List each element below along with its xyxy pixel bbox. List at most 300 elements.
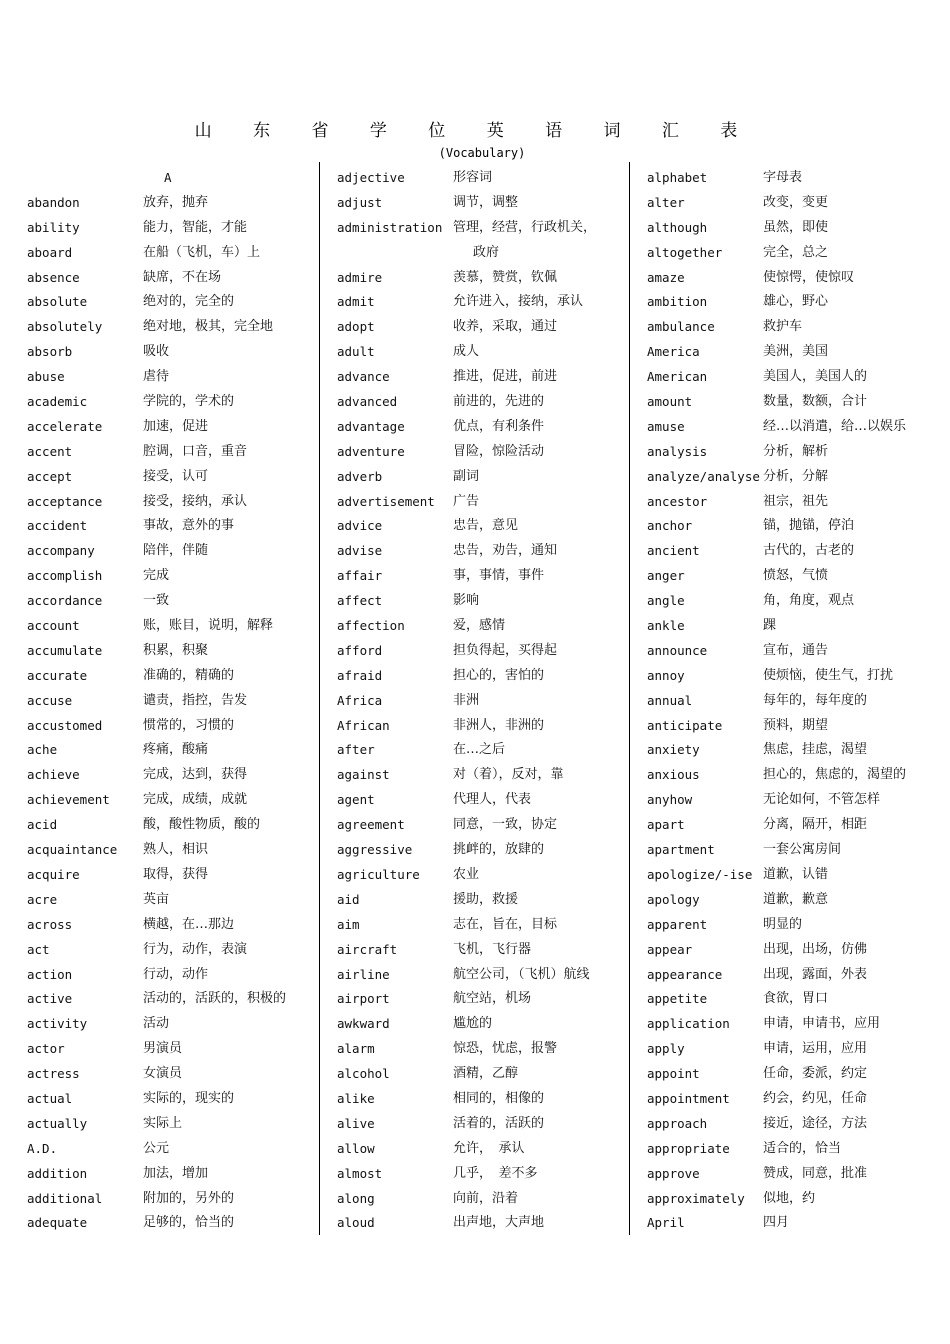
vocab-word: accept [27,468,73,484]
vocab-word: appointment [647,1090,730,1106]
vocab-meaning: 完成，成绩，成就 [143,792,248,808]
vocab-meaning: 分析，分解 [763,468,829,484]
vocab-meaning: 经…以消遣，给…以娱乐 [763,418,907,434]
vocab-word: aloud [337,1215,375,1231]
vocab-meaning: 相同的，相像的 [453,1090,545,1106]
vocab-meaning: 横越，在…那边 [143,916,235,932]
vocab-entry [337,245,637,270]
vocab-entry [647,618,947,643]
vocab-meaning: 分析，解析 [763,443,829,459]
vocab-entry [647,1141,947,1166]
vocab-meaning: 分离，隔开，相距 [763,817,868,833]
vocab-meaning: 取得，获得 [143,866,209,882]
vocab-entry [647,568,947,593]
vocab-meaning: 优点，有利条件 [453,418,545,434]
vocab-word: analyze/analyse [647,468,760,484]
vocab-word: adverb [337,468,383,484]
vocab-entry [27,1116,327,1141]
vocab-word: aircraft [337,941,398,957]
vocab-word: additional [27,1190,103,1206]
vocab-word: apparent [647,916,708,932]
vocab-entry [337,1141,637,1166]
vocab-word: activity [27,1016,88,1032]
vocab-entry [647,469,947,494]
vocab-meaning: 申请，运用，应用 [763,1041,868,1057]
vocab-meaning: 爱，感情 [453,618,506,634]
vocab-meaning: 航空公司，（飞机）航线 [453,966,590,982]
vocab-word: America [647,344,700,360]
vocab-meaning: 前进的，先进的 [453,394,545,410]
vocab-word: after [337,742,375,758]
vocab-entry [27,444,327,469]
section-header [27,170,327,195]
vocab-meaning: 影响 [453,593,480,609]
vocab-entry [337,618,637,643]
vocab-entry [647,319,947,344]
vocab-word: although [647,219,708,235]
vocab-word: achievement [27,792,110,808]
vocab-meaning: 出现，露面，外表 [763,966,868,982]
vocab-entry [337,294,637,319]
vocab-meaning: 对（着），反对，靠 [453,767,564,783]
section-letter: A [164,170,172,185]
vocab-word: administration [337,219,443,235]
vocab-meaning: 活动的，活跃的，积极的 [143,991,287,1007]
vocab-entry [647,494,947,519]
vocab-entry [647,643,947,668]
vocab-word: appoint [647,1066,700,1082]
vocab-meaning: 似地，约 [763,1190,816,1206]
vocab-meaning: 焦虑，挂虑，渴望 [763,742,868,758]
vocab-word: accelerate [27,418,103,434]
vocab-entry [647,817,947,842]
vocab-entry [647,1215,947,1240]
vocab-entry [27,1141,327,1166]
vocab-entry [27,394,327,419]
vocab-meaning: 担心的，焦虑的，渴望的 [763,767,907,783]
vocab-word: apart [647,817,685,833]
vocab-word: A.D. [27,1140,58,1156]
vocab-word: appear [647,941,693,957]
vocab-word: Africa [337,692,383,708]
vocab-word: against [337,767,390,783]
vocab-entry [647,991,947,1016]
vocab-meaning: 挑衅的，放肆的 [453,842,545,858]
vocab-meaning: 熟人，相识 [143,842,209,858]
vocab-entry [647,1166,947,1191]
vocab-word: advance [337,369,390,385]
vocab-meaning: 援助，救援 [453,891,519,907]
vocab-word: anchor [647,518,693,534]
vocab-meaning: 非洲人，非洲的 [453,717,545,733]
page-title: 山 东 省 学 位 英 语 词 汇 表 [194,121,756,141]
vocab-word: adventure [337,443,405,459]
vocab-entry [27,319,327,344]
vocab-word: approximately [647,1190,745,1206]
vocab-entry [337,991,637,1016]
vocab-entry [647,1091,947,1116]
vocab-word: appropriate [647,1140,730,1156]
vocab-entry [27,792,327,817]
vocab-meaning: 出现，出场，仿佛 [763,941,868,957]
vocab-word: alarm [337,1041,375,1057]
vocab-meaning: 美洲，美国 [763,344,829,360]
vocab-entry [647,1041,947,1066]
vocab-meaning: 收养，采取，通过 [453,319,558,335]
vocab-meaning: 积累，积聚 [143,642,209,658]
vocab-entry [337,444,637,469]
vocab-word: abuse [27,369,65,385]
vocab-meaning: 接近，途径，方法 [763,1115,868,1131]
vocab-entry [27,568,327,593]
vocab-meaning: 无论如何，不管怎样 [763,792,881,808]
vocab-meaning: 改变，变更 [763,194,829,210]
vocab-word: accent [27,443,73,459]
vocab-entry [27,693,327,718]
vocab-word: advanced [337,394,398,410]
vocab-entry [647,867,947,892]
vocabulary-column-1 [27,170,327,1240]
vocab-word: adopt [337,319,375,335]
vocab-meaning: 明显的 [763,916,803,932]
vocab-entry [647,917,947,942]
vocab-meaning: 在…之后 [453,742,506,758]
vocab-entry [27,892,327,917]
vocab-entry [337,643,637,668]
vocab-word: apologize/-ise [647,866,753,882]
vocab-word: alphabet [647,170,708,185]
vocab-word: affect [337,593,383,609]
vocab-meaning: 向前，沿着 [453,1190,519,1206]
vocab-entry [27,369,327,394]
vocab-word: along [337,1190,375,1206]
vocab-entry [647,394,947,419]
vocab-meaning: 美国人，美国人的 [763,369,868,385]
vocab-word: accompany [27,543,95,559]
vocab-entry [647,1016,947,1041]
vocab-entry [647,668,947,693]
vocab-meaning: 公元 [143,1140,170,1156]
vocab-entry [337,220,637,245]
vocab-meaning: 完成，达到，获得 [143,767,248,783]
vocab-word: absolute [27,294,88,310]
vocab-entry [337,942,637,967]
vocab-entry [27,195,327,220]
vocab-meaning: 道歉，歉意 [763,891,829,907]
vocab-word: April [647,1215,685,1231]
vocab-word: African [337,717,390,733]
vocab-meaning: 绝对地，极其，完全地 [143,319,274,335]
vocab-word: absolutely [27,319,103,335]
vocab-entry [647,718,947,743]
vocab-word: absorb [27,344,73,360]
vocab-word: afford [337,642,383,658]
vocab-meaning: 使烦恼，使生气，打扰 [763,667,894,683]
vocab-word: adequate [27,1215,88,1231]
vocab-word: analysis [647,443,708,459]
vocab-entry [27,270,327,295]
vocabulary-column-2 [337,170,637,1240]
vocab-word: adult [337,344,375,360]
vocab-entry [647,742,947,767]
vocab-word: airline [337,966,390,982]
vocab-word: annoy [647,667,685,683]
vocab-meaning: 实际上 [143,1115,183,1131]
vocab-meaning: 惯常的，习惯的 [143,717,235,733]
page-subtitle: (Vocabulary) [438,146,526,160]
vocab-entry [27,494,327,519]
vocab-entry [647,444,947,469]
vocab-entry [647,942,947,967]
vocab-meaning: 女演员 [143,1066,183,1082]
vocab-word: actor [27,1041,65,1057]
vocab-meaning: 管理，经营，行政机关， [453,219,597,235]
vocab-meaning: 附加的，另外的 [143,1190,235,1206]
vocab-entry [27,344,327,369]
vocab-word: adjust [337,194,383,210]
vocab-word: actually [27,1115,88,1131]
vocab-entry [337,1166,637,1191]
vocab-meaning: 担心的，害怕的 [453,667,545,683]
vocab-word: across [27,916,73,932]
vocab-entry [27,817,327,842]
vocab-meaning: 角，角度，观点 [763,593,855,609]
vocab-word: abandon [27,194,80,210]
vocab-meaning: 飞机，飞行器 [453,941,532,957]
vocab-meaning: 活着的，活跃的 [453,1115,545,1131]
vocab-entry [337,842,637,867]
vocab-entry [337,967,637,992]
vocab-meaning: 每年的，每年度的 [763,692,868,708]
vocab-meaning: 古代的，古老的 [763,543,855,559]
vocab-meaning: 允许进入，接纳，承认 [453,294,584,310]
vocab-entry [647,419,947,444]
vocab-word: announce [647,642,708,658]
vocab-word: agriculture [337,866,420,882]
vocab-word: ancient [647,543,700,559]
vocab-word: accurate [27,667,88,683]
vocab-word: alive [337,1115,375,1131]
vocab-word: agent [337,792,375,808]
vocab-word: anticipate [647,717,723,733]
vocab-entry [647,1116,947,1141]
vocab-meaning: 宣布，通告 [763,642,829,658]
vocab-meaning: 代理人，代表 [453,792,532,808]
vocab-meaning: 农业 [453,866,480,882]
vocab-meaning: 一套公寓房间 [763,842,842,858]
vocab-entry [647,518,947,543]
vocab-word: academic [27,394,88,410]
vocab-meaning: 虐待 [143,369,170,385]
vocab-word: acquaintance [27,842,118,858]
vocab-meaning: 祖宗，祖先 [763,493,829,509]
vocab-meaning: 羡慕，赞赏，钦佩 [453,269,558,285]
vocab-entry [337,1016,637,1041]
vocab-entry [27,917,327,942]
vocab-entry [27,618,327,643]
vocab-meaning: 航空站，机场 [453,991,532,1007]
vocab-meaning: 实际的，现实的 [143,1090,235,1106]
vocab-meaning: 完全，总之 [763,244,829,260]
vocab-meaning: 救护车 [763,319,803,335]
vocab-word: amaze [647,269,685,285]
vocab-meaning: 尴尬的 [453,1016,493,1032]
vocab-meaning: 允许， 承认 [453,1140,525,1156]
vocab-entry [337,469,637,494]
vocab-entry [337,543,637,568]
vocab-word: affection [337,618,405,634]
vocab-meaning: 担负得起，买得起 [453,642,558,658]
vocab-entry [647,842,947,867]
vocab-meaning: 字母表 [763,170,803,185]
vocab-word: approve [647,1165,700,1181]
vocab-word: allow [337,1140,375,1156]
vocab-entry [337,1041,637,1066]
vocab-meaning: 形容词 [453,170,493,185]
vocab-meaning: 预料，期望 [763,717,829,733]
vocab-meaning: 志在，旨在，目标 [453,916,558,932]
vocab-entry [27,469,327,494]
vocab-entry [337,767,637,792]
vocab-entry [337,1215,637,1240]
vocab-entry [337,369,637,394]
vocab-meaning: 英亩 [143,891,170,907]
vocab-entry [27,742,327,767]
vocab-meaning: 数量，数额，合计 [763,394,868,410]
vocab-word: achieve [27,767,80,783]
vocab-meaning: 非洲 [453,692,480,708]
vocab-word: accumulate [27,642,103,658]
vocab-word: afraid [337,667,383,683]
vocab-word: adjective [337,170,405,185]
vocab-entry [647,1066,947,1091]
vocab-entry [647,593,947,618]
vocab-entry [337,494,637,519]
vocab-meaning: 调节，调整 [453,194,519,210]
vocab-word: angle [647,593,685,609]
vocab-meaning: 完成 [143,568,170,584]
vocab-entry [27,668,327,693]
vocab-word: appearance [647,966,723,982]
vocab-word: anxiety [647,742,700,758]
vocab-word: amount [647,394,693,410]
vocab-entry [27,842,327,867]
vocab-meaning: 酒精，乙醇 [453,1066,519,1082]
vocab-word: apartment [647,842,715,858]
vocab-word: advice [337,518,383,534]
vocab-word: actress [27,1066,80,1082]
vocab-entry [337,394,637,419]
vocab-entry [337,668,637,693]
vocab-meaning: 一致 [143,593,170,609]
vocabulary-column-3 [647,170,947,1240]
vocab-entry [337,693,637,718]
vocab-entry [647,892,947,917]
vocab-meaning: 绝对的，完全的 [143,294,235,310]
vocab-meaning: 出声地，大声地 [453,1215,545,1231]
vocab-meaning: 行为，动作，表演 [143,941,248,957]
vocab-word: acre [27,891,58,907]
vocab-word: almost [337,1165,383,1181]
vocab-entry [337,170,637,195]
vocab-meaning: 学院的，学术的 [143,394,235,410]
vocab-entry [337,892,637,917]
vocab-meaning: 约会，约见，任命 [763,1090,868,1106]
vocab-word: affair [337,568,383,584]
vocab-word: accustomed [27,717,103,733]
vocab-word: account [27,618,80,634]
vocab-word: approach [647,1115,708,1131]
vocab-meaning: 惊恐，忧虑，报警 [453,1041,558,1057]
vocab-entry [337,742,637,767]
vocab-word: American [647,369,708,385]
vocab-meaning: 行动，动作 [143,966,209,982]
vocab-word: apology [647,891,700,907]
vocab-word: application [647,1016,730,1032]
vocab-entry [27,1091,327,1116]
vocab-entry [647,220,947,245]
vocab-word: active [27,991,73,1007]
vocab-meaning: 申请，申请书，应用 [763,1016,881,1032]
vocab-entry [647,270,947,295]
vocab-meaning: 雄心，野心 [763,294,829,310]
vocab-meaning: 适合的，恰当 [763,1140,842,1156]
vocab-entry [27,1191,327,1216]
vocab-word: ache [27,742,58,758]
vocab-word: apply [647,1041,685,1057]
vocab-meaning: 活动 [143,1016,170,1032]
vocab-meaning: 接受，接纳，承认 [143,493,248,509]
vocab-entry [647,245,947,270]
vocab-word: acquire [27,866,80,882]
vocab-meaning: 愤怒，气愤 [763,568,829,584]
vocab-word: act [27,941,50,957]
vocab-meaning: 四月 [763,1215,790,1231]
vocab-word: accuse [27,692,73,708]
vocab-entry [27,1016,327,1041]
vocab-word: ability [27,219,80,235]
vocab-word: ambulance [647,319,715,335]
vocab-word: absence [27,269,80,285]
vocab-entry [337,344,637,369]
vocab-entry [27,220,327,245]
vocab-word: alter [647,194,685,210]
vocab-word: ambition [647,294,708,310]
vocab-meaning: 锚，抛锚，停泊 [763,518,855,534]
vocab-entry [647,1191,947,1216]
vocab-meaning: 冒险，惊险活动 [453,443,545,459]
vocab-word: admit [337,294,375,310]
vocab-entry [647,792,947,817]
vocab-entry [337,568,637,593]
vocab-word: advertisement [337,493,435,509]
vocab-entry [27,543,327,568]
vocab-meaning: 副词 [453,468,480,484]
vocab-meaning: 虽然，即使 [763,219,829,235]
vocab-meaning: 男演员 [143,1041,183,1057]
vocab-meaning: 食欲，胃口 [763,991,829,1007]
vocab-entry [647,369,947,394]
vocab-word: addition [27,1165,88,1181]
vocab-word: aid [337,891,360,907]
vocab-entry [337,319,637,344]
vocab-word: aim [337,916,360,932]
vocab-word: alike [337,1090,375,1106]
vocab-entry [337,1091,637,1116]
vocab-meaning: 准确的，精确的 [143,667,235,683]
vocab-meaning: 放弃，抛弃 [143,194,209,210]
vocab-word: acid [27,817,58,833]
